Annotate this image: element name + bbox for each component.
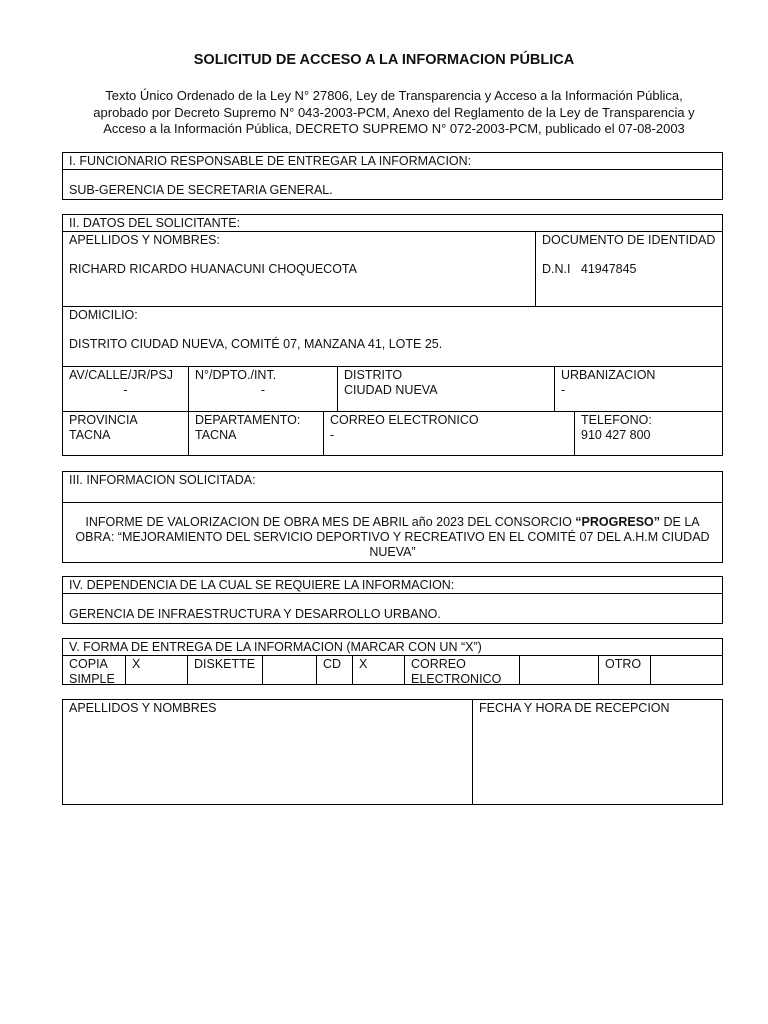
informacion-text: INFORME DE VALORIZACION DE OBRA MES DE ABRIL año 2023 DEL CONSORCIO	[85, 515, 576, 529]
dep-label: DEPARTAMENTO:	[195, 413, 301, 427]
cd-label: CD	[316, 656, 352, 684]
cd-checkbox[interactable]: X	[352, 656, 404, 684]
domicilio-value[interactable]: DISTRITO CIUDAD NUEVA, COMITÉ 07, MANZANA 41, LOTE 25.	[69, 337, 443, 351]
section-heading: I. FUNCIONARIO RESPONSABLE DE ENTREGAR LA INFORMACION:	[69, 154, 472, 168]
domicilio-label: DOMICILIO:	[69, 308, 138, 322]
prov-cell	[63, 412, 188, 455]
otro-label: OTRO	[598, 656, 650, 684]
intro-line: Texto Único Ordenado de la Ley N° 27806, Ley de Transparencia y Acceso a la Información Pública,	[105, 88, 683, 103]
recepcion-fecha-cell[interactable]	[472, 700, 722, 804]
section-funcionario	[62, 152, 723, 200]
recepcion-fecha-label: FECHA Y HORA DE RECEPCION	[479, 701, 670, 715]
urb-cell	[554, 367, 722, 411]
urb-value[interactable]: -	[561, 383, 566, 397]
section-heading: IV. DEPENDENCIA DE LA CUAL SE REQUIERE LA INFORMACION:	[69, 578, 455, 592]
distrito-cell	[337, 367, 554, 411]
section-heading: V. FORMA DE ENTREGA DE LA INFORMACION (MARCAR CON UN “X”)	[69, 640, 482, 654]
section-solicitante	[62, 214, 723, 456]
section-informacion	[62, 471, 723, 563]
dependencia-value[interactable]: GERENCIA DE INFRAESTRUCTURA Y DESARROLLO URBANO.	[69, 607, 441, 621]
correo-entrega-label: CORREO ELECTRONICO	[404, 656, 519, 684]
diskette-label: DISKETTE	[187, 656, 262, 684]
intro-line: Acceso a la Información Pública, DECRETO SUPREMO N° 072-2003-PCM, publicado el 07-08-2003	[103, 121, 685, 136]
av-cell	[63, 367, 188, 411]
doc-value[interactable]: D.N.I 41947845	[542, 262, 637, 276]
recepcion-names-cell[interactable]	[63, 700, 472, 804]
distrito-label: DISTRITO	[344, 368, 403, 382]
urb-label: URBANIZACION	[561, 368, 656, 382]
dpto-cell	[188, 367, 337, 411]
av-label: AV/CALLE/JR/PSJ	[69, 368, 173, 382]
dpto-value[interactable]: -	[260, 383, 266, 397]
otro-checkbox[interactable]	[650, 656, 722, 684]
domicilio-cell	[63, 307, 722, 366]
copia-label: COPIA SIMPLE	[69, 657, 115, 686]
dep-value[interactable]: TACNA	[195, 428, 237, 442]
section-heading: II. DATOS DEL SOLICITANTE:	[69, 216, 241, 230]
diskette-checkbox[interactable]	[262, 656, 316, 684]
prov-value[interactable]: TACNA	[69, 428, 111, 442]
section-forma-entrega	[62, 638, 723, 685]
intro-line: aprobado por Decreto Supremo N° 043-2003-PCM, Anexo del Reglamento de la Ley de Transparencia y	[93, 104, 695, 120]
section-dependencia	[62, 576, 723, 624]
recepcion-names-label: APELLIDOS Y NOMBRES	[69, 701, 217, 715]
consorcio-name: “PROGRESO”	[575, 515, 661, 529]
names-label: APELLIDOS Y NOMBRES:	[69, 233, 220, 247]
correo-entrega-checkbox[interactable]	[519, 656, 598, 684]
tel-value[interactable]: 910 427 800	[581, 428, 651, 442]
copia-checkbox[interactable]: X	[125, 656, 187, 684]
tel-label: TELEFONO:	[581, 413, 652, 427]
funcionario-value[interactable]: SUB-GERENCIA DE SECRETARIA GENERAL.	[69, 183, 333, 197]
dpto-label: N°/DPTO./INT.	[195, 368, 277, 382]
prov-label: PROVINCIA	[69, 413, 138, 427]
names-cell	[63, 232, 535, 306]
names-value[interactable]: RICHARD RICARDO HUANACUNI CHOQUECOTA	[69, 262, 357, 276]
av-value[interactable]: -	[123, 383, 128, 397]
doc-cell	[535, 232, 722, 306]
correo-label: CORREO ELECTRONICO	[330, 413, 479, 427]
informacion-text: DE LA OBRA: “MEJORAMIENTO DEL SERVICIO DEPORTIVO Y RECREATIVO EN EL COMITÉ 07 DEL A.H.M CIUDAD NUEVA”	[75, 515, 710, 559]
dep-cell	[188, 412, 323, 455]
section-recepcion	[62, 699, 723, 805]
page-title: SOLICITUD DE ACCESO A LA INFORMACION PÚBLICA	[193, 52, 575, 68]
doc-label: DOCUMENTO DE IDENTIDAD	[542, 233, 716, 247]
distrito-value[interactable]: CIUDAD NUEVA	[344, 383, 438, 397]
section-heading: III. INFORMACION SOLICITADA:	[69, 473, 256, 487]
informacion-value[interactable]	[63, 503, 722, 562]
intro-text	[60, 88, 728, 138]
tel-cell	[574, 412, 722, 455]
correo-cell	[323, 412, 574, 455]
correo-value[interactable]: -	[330, 428, 335, 442]
